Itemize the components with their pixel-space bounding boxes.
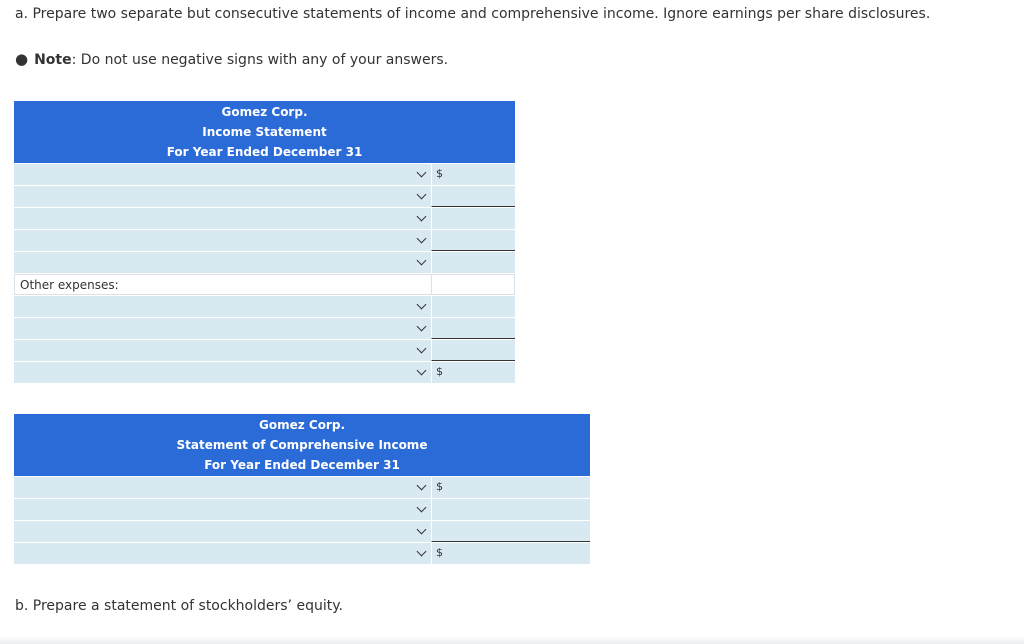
question-instructions: a. Prepare two separate but consecutive statements of income and comprehensive income. Ignore earnings per share disclosures. [15, 6, 931, 22]
account-dropdown[interactable] [14, 208, 431, 229]
dollar-sign: $ [436, 546, 443, 559]
amount-input[interactable] [431, 318, 515, 339]
statement-row [14, 520, 590, 542]
dollar-sign: $ [436, 167, 443, 180]
statement-title: Statement of Comprehensive Income [176, 438, 428, 452]
chevron-down-icon[interactable] [417, 212, 427, 222]
income-statement-header [14, 101, 515, 163]
account-dropdown[interactable] [14, 252, 431, 273]
chevron-down-icon[interactable] [417, 168, 427, 178]
statement-row [14, 251, 515, 273]
amount-input[interactable] [431, 252, 515, 273]
chevron-down-icon[interactable] [417, 481, 427, 491]
account-dropdown[interactable] [14, 543, 431, 564]
amount-input[interactable] [431, 164, 515, 185]
account-dropdown[interactable] [14, 230, 431, 251]
account-dropdown[interactable] [14, 477, 431, 498]
amount-input[interactable] [431, 186, 515, 207]
section-label-row [14, 273, 515, 295]
account-dropdown[interactable] [14, 296, 431, 317]
chevron-down-icon[interactable] [417, 190, 427, 200]
bottom-scroll-shadow [0, 636, 1024, 644]
chevron-down-icon[interactable] [417, 322, 427, 332]
part-b-instructions: b. Prepare a statement of stockholders’ equity. [15, 598, 343, 614]
row-label: Other expenses: [20, 278, 119, 292]
statement-period: For Year Ended December 31 [166, 145, 363, 159]
chevron-down-icon[interactable] [417, 547, 427, 557]
account-dropdown[interactable] [14, 186, 431, 207]
amount-input[interactable] [431, 296, 515, 317]
amount-input [431, 274, 515, 295]
row-label-cell [14, 274, 431, 295]
bullet-icon: ● [15, 50, 29, 68]
amount-input[interactable] [431, 208, 515, 229]
amount-input[interactable] [431, 499, 590, 520]
statement-row [14, 476, 590, 498]
statement-row [14, 498, 590, 520]
account-dropdown[interactable] [14, 499, 431, 520]
comprehensive-income-header [14, 414, 590, 476]
dollar-sign: $ [436, 480, 443, 493]
note-line [15, 49, 448, 70]
account-dropdown[interactable] [14, 521, 431, 542]
statement-row [14, 339, 515, 361]
statement-row [14, 317, 515, 339]
amount-input[interactable] [431, 477, 590, 498]
statement-title: Income Statement [202, 125, 327, 139]
chevron-down-icon[interactable] [417, 300, 427, 310]
chevron-down-icon[interactable] [417, 256, 427, 266]
comprehensive-income-table [14, 414, 590, 564]
statement-row [14, 207, 515, 229]
statement-period: For Year Ended December 31 [204, 458, 400, 472]
account-dropdown[interactable] [14, 164, 431, 185]
chevron-down-icon[interactable] [417, 366, 427, 376]
account-dropdown[interactable] [14, 362, 431, 383]
company-name: Gomez Corp. [221, 105, 308, 119]
account-dropdown[interactable] [14, 318, 431, 339]
dollar-sign: $ [436, 365, 443, 378]
amount-input[interactable] [431, 543, 590, 564]
chevron-down-icon[interactable] [417, 503, 427, 513]
account-dropdown[interactable] [14, 340, 431, 361]
chevron-down-icon[interactable] [417, 234, 427, 244]
statement-row [14, 185, 515, 207]
amount-input[interactable] [431, 230, 515, 251]
chevron-down-icon[interactable] [417, 525, 427, 535]
statement-row [14, 229, 515, 251]
statement-row [14, 542, 590, 564]
statement-row [14, 163, 515, 185]
statement-row [14, 295, 515, 317]
note-label: Note [34, 52, 72, 68]
chevron-down-icon[interactable] [417, 344, 427, 354]
amount-input[interactable] [431, 362, 515, 383]
income-statement-table [14, 101, 515, 383]
statement-row [14, 361, 515, 383]
amount-input[interactable] [431, 340, 515, 361]
note-text: : Do not use negative signs with any of your answers. [71, 52, 449, 68]
company-name: Gomez Corp. [258, 418, 345, 432]
amount-input[interactable] [431, 521, 590, 542]
